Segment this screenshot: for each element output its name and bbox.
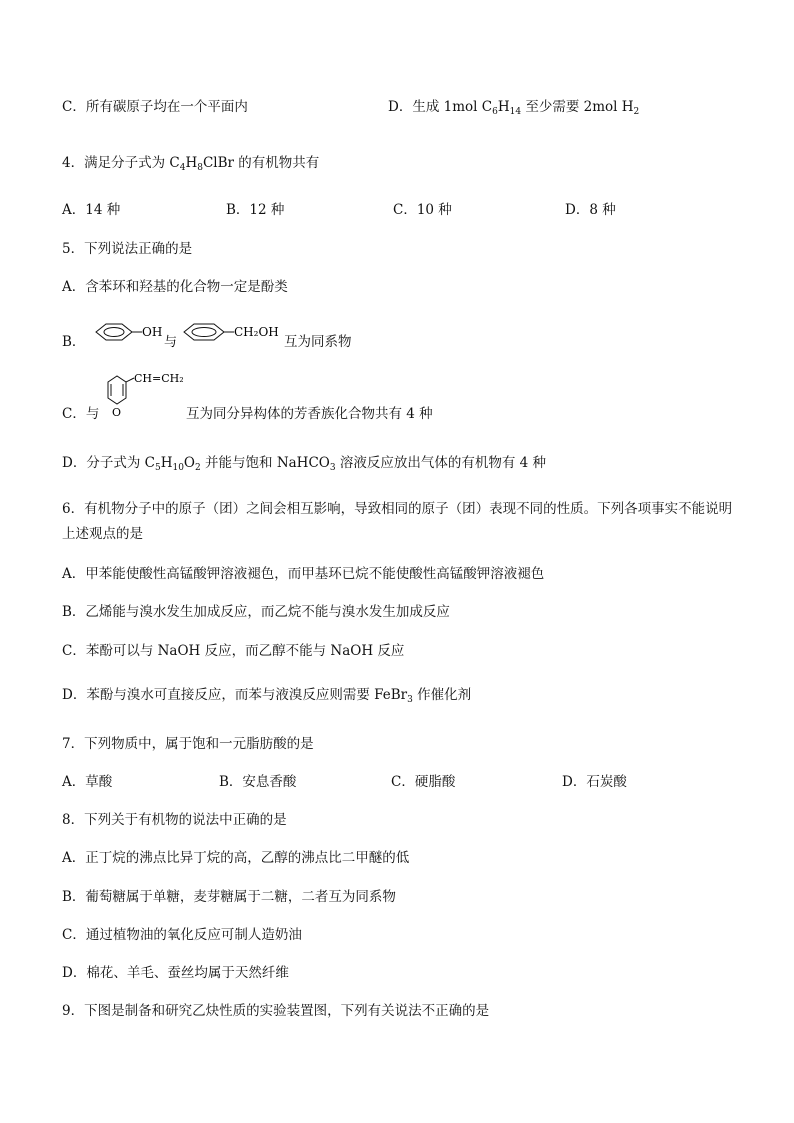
benzene-ring-phenol [96,324,142,340]
q5-option-d: D．分子式为 $C_5H_{10}O_2$ 并能与饱和 NaHCO$_3$ 溶液反应放出气体的有机物有 4 种 [62,455,547,473]
q8-option-b: B．葡萄糖属于单糖，麦芽糖属于二糖，二者互为同系物 [62,889,396,905]
q6-stem: 6．有机物分子中的原子（团）之间会相互影响，导致相同的原子（团）表现不同的性质。下列各项事实不能说明上述观点的是 [62,501,733,542]
q6-option-b: B．乙烯能与溴水发生加成反应，而乙烷不能与溴水发生加成反应 [62,604,450,620]
q8-option-c: C．通过植物油的氧化反应可制人造奶油 [62,927,302,943]
q7-option-a: A．草酸 [62,774,113,790]
q7-option-c: C．硬脂酸 [391,774,456,790]
q5-option-b-tail: 互为同系物 [284,334,352,350]
vinyl-group-label: CH=CH₂ [134,372,184,385]
q7-option-d: D．石炭酸 [562,774,627,790]
pyran-ring [108,376,134,404]
q5-option-c-tail: 互为同分异构体的芳香族化合物共有 4 种 [186,406,433,422]
q4-option-d: D．8 种 [565,202,616,218]
q3-option-c: C．所有碳原子均在一个平面内 [62,99,248,115]
q8-option-a: A．正丁烷的沸点比异丁烷的高，乙醇的沸点比二甲醚的低 [62,850,410,866]
q8-stem: 8．下列关于有机物的说法中正确的是 [62,812,287,828]
benzyl-ch2oh-label: CH₂OH [234,325,279,339]
q3-option-d: D．生成 1mol $C_6H_{14}$ 至少需要 2mol $H_2$ [388,99,640,117]
q4-stem: 4．满足分子式为 $C_4H_8ClBr$ 的有机物共有 [62,155,320,173]
q5-option-a: A．含苯环和羟基的化合物一定是酚类 [62,279,288,295]
q8-option-d: D．棉花、羊毛、蚕丝均属于天然纤维 [62,965,289,981]
benzene-ring-benzyl [184,324,234,340]
option-b-yu: 与 [164,335,178,350]
q4-option-b: B．12 种 [226,202,285,218]
q7-stem: 7．下列物质中，属于饱和一元脂肪酸的是 [62,736,314,752]
ring-oxygen-label: O [112,406,122,419]
q6-option-a: A．甲苯能使酸性高锰酸钾溶液褪色，而甲基环已烷不能使酸性高锰酸钾溶液褪色 [62,566,545,582]
q4-option-a: A．14 种 [62,202,121,218]
phenol-oh-label: OH [142,325,163,339]
q6-option-d: D．苯酚与溴水可直接反应，而苯与液溴反应则需要 FeBr$_3$ 作催化剂 [62,687,472,705]
q9-stem: 9．下图是制备和研究乙炔性质的实验装置图，下列有关说法不正确的是 [62,1003,490,1019]
q6-option-c: C．苯酚可以与 NaOH 反应，而乙醇不能与 NaOH 反应 [62,643,405,659]
q5-option-c-label: C．与 [62,406,100,422]
q5-stem: 5．下列说法正确的是 [62,241,193,257]
q5-option-c-structure [100,370,190,420]
q4-option-c: C．10 种 [393,202,452,218]
q7-option-b: B．安息香酸 [219,774,297,790]
q5-option-b-label: B． [62,334,86,350]
